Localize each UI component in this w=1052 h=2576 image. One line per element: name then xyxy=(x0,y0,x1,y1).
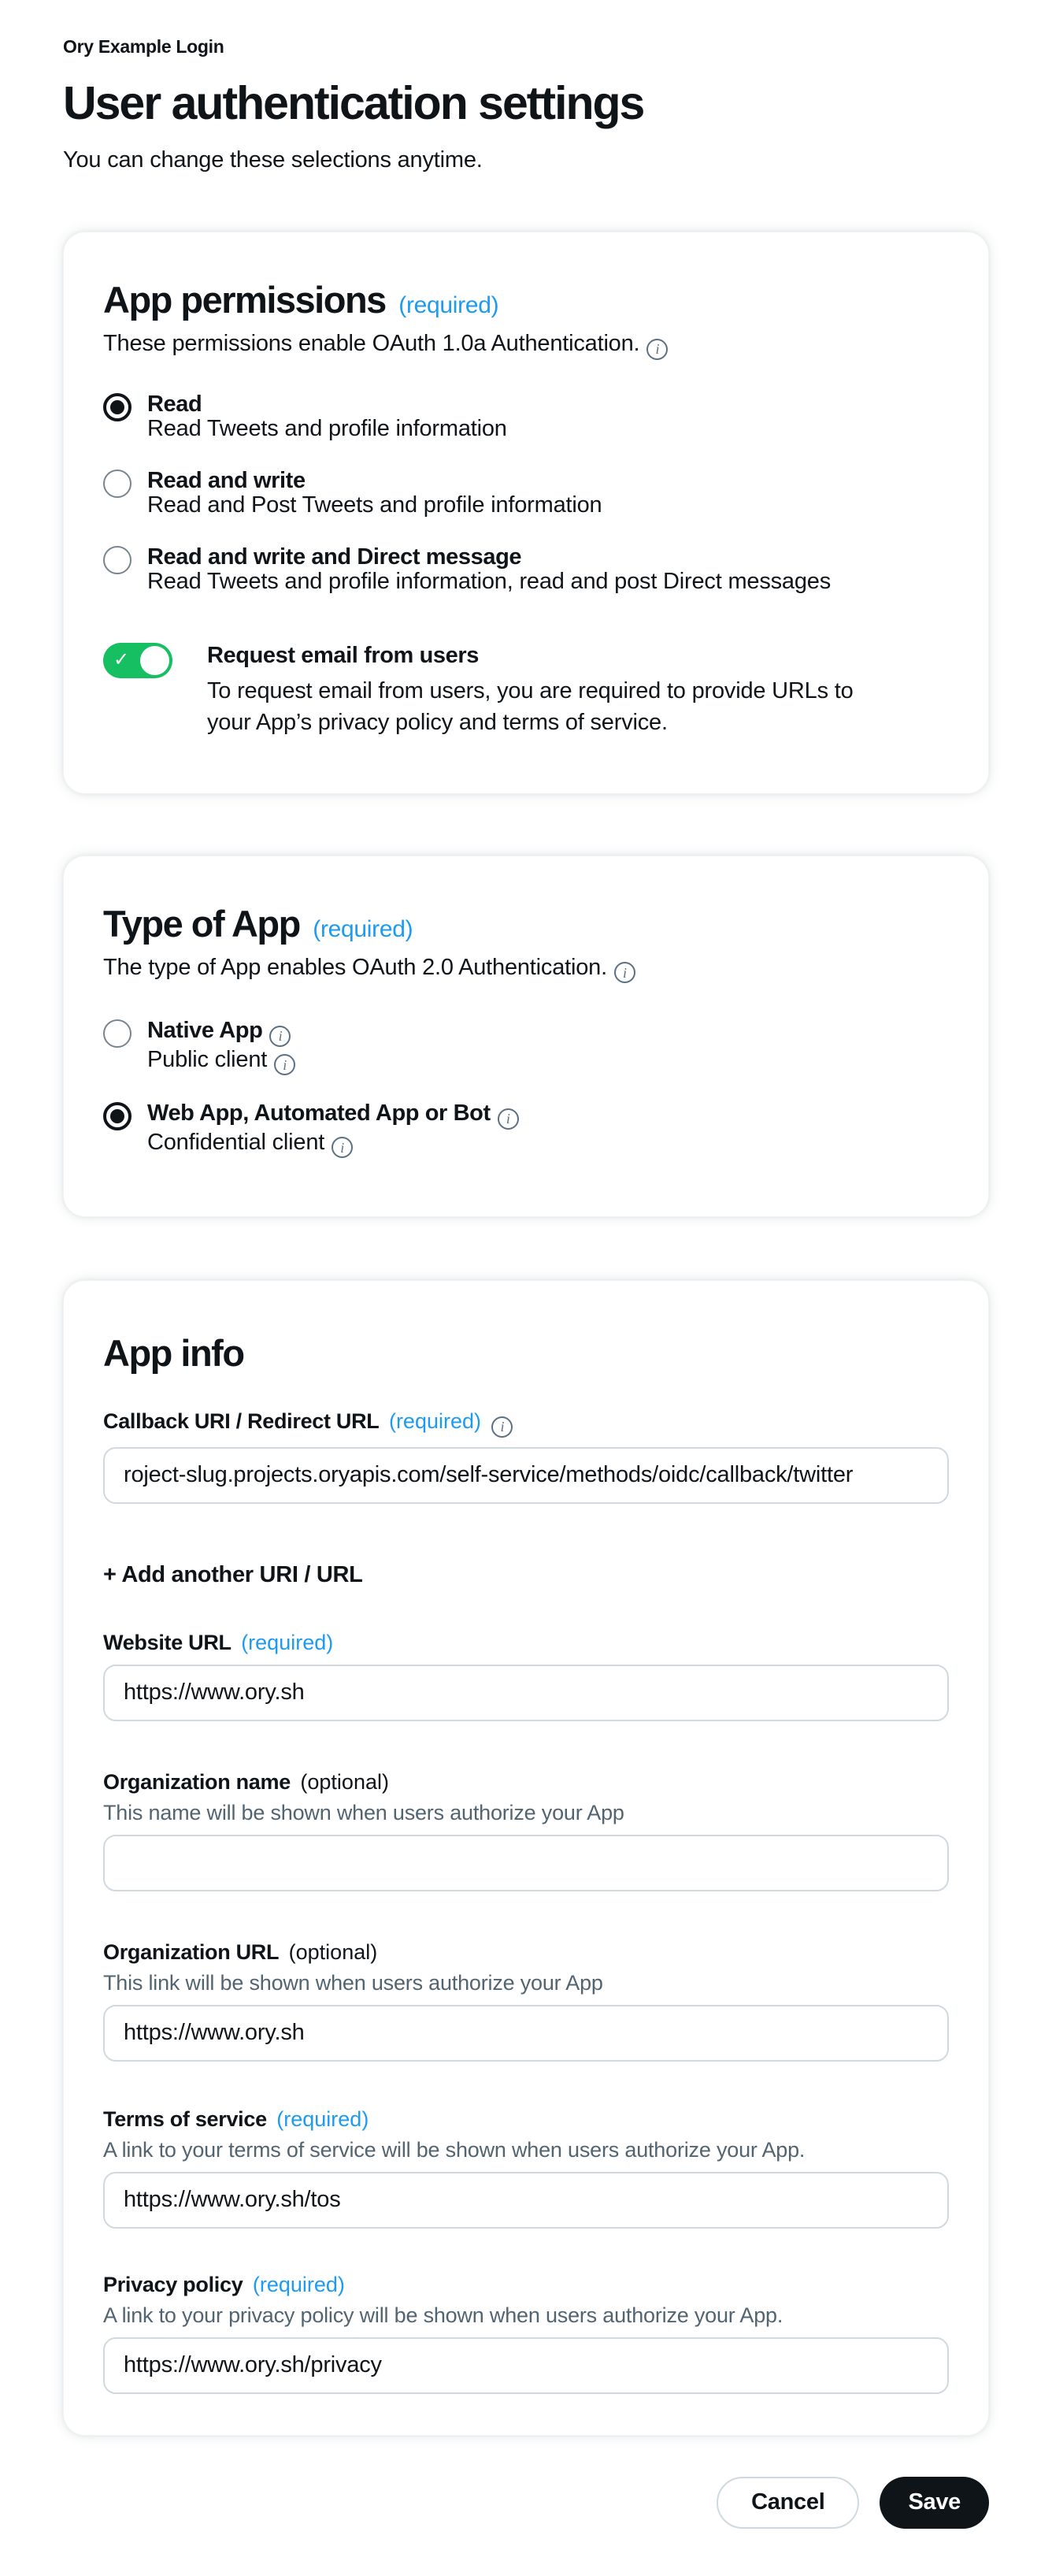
app-permissions-description xyxy=(103,331,949,360)
app-permissions-card xyxy=(63,232,989,794)
terms-of-service-label: Terms of service xyxy=(103,2106,267,2131)
permission-option-read-write-dm[interactable] xyxy=(103,546,949,594)
privacy-policy-helper: A link to your privacy policy will be shown when users authorize your App. xyxy=(103,2303,783,2327)
callback-url-label-row xyxy=(103,1409,949,1438)
type-option-web-app[interactable] xyxy=(103,1102,949,1158)
permission-option-label: Read and write and Direct message xyxy=(147,544,522,570)
organization-url-input[interactable] xyxy=(103,2005,949,2062)
permission-option-label: Read xyxy=(147,391,202,417)
organization-name-label-row xyxy=(103,1770,949,1795)
website-url-required-label: (required) xyxy=(241,1630,334,1654)
permission-option-text xyxy=(147,393,507,441)
app-title: Ory Example Login xyxy=(63,36,224,57)
organization-url-optional-label: (optional) xyxy=(288,1939,378,1964)
radio-dot xyxy=(110,1026,124,1041)
request-email-toggle[interactable] xyxy=(103,643,172,678)
type-option-label xyxy=(147,1019,295,1047)
type-of-app-description-text: The type of App enables OAuth 2.0 Authentication. xyxy=(103,954,607,980)
organization-url-label: Organization URL xyxy=(103,1939,280,1964)
type-radio-group xyxy=(103,1019,949,1158)
type-option-text xyxy=(147,1019,295,1075)
permission-option-description: Read Tweets and profile information xyxy=(147,416,507,442)
callback-url-label: Callback URI / Redirect URL xyxy=(103,1409,380,1434)
permission-option-read[interactable] xyxy=(103,393,949,441)
callback-url-input[interactable] xyxy=(103,1447,949,1504)
website-url-label-row xyxy=(103,1631,949,1655)
terms-of-service-field xyxy=(103,2107,949,2229)
type-of-app-heading xyxy=(103,902,949,945)
radio-dot xyxy=(110,1109,124,1123)
permission-option-text xyxy=(147,546,831,594)
info-icon[interactable] xyxy=(491,1416,513,1438)
cancel-button[interactable]: Cancel xyxy=(717,2477,859,2529)
permission-option-label: Read and write xyxy=(147,467,306,493)
terms-of-service-required-label: (required) xyxy=(276,2106,369,2131)
type-option-description-text: Confidential client xyxy=(147,1129,325,1155)
app-permissions-description-text: These permissions enable OAuth 1.0a Authentication. xyxy=(103,331,640,356)
info-icon-letter: i xyxy=(278,1028,283,1045)
permissions-radio-group xyxy=(103,393,949,594)
info-icon[interactable] xyxy=(498,1108,519,1130)
request-email-text xyxy=(207,643,884,738)
info-icon-letter: i xyxy=(340,1139,345,1156)
terms-of-service-input[interactable] xyxy=(103,2172,949,2229)
type-option-label-text: Native App xyxy=(147,1018,263,1044)
organization-name-field xyxy=(103,1770,949,1891)
terms-of-service-helper: A link to your terms of service will be shown when users authorize your App. xyxy=(103,2137,806,2162)
radio-dot xyxy=(110,553,124,567)
toggle-thumb[interactable] xyxy=(140,646,169,675)
privacy-policy-label-row xyxy=(103,2273,949,2297)
type-option-description xyxy=(147,1130,519,1159)
app-info-title: App info xyxy=(103,1332,244,1375)
organization-name-input[interactable] xyxy=(103,1835,949,1891)
page-subtitle: You can change these selections anytime. xyxy=(63,147,483,173)
organization-url-label-row xyxy=(103,1940,949,1965)
page-title: User authentication settings xyxy=(63,77,644,129)
info-icon[interactable] xyxy=(274,1054,295,1075)
footer-actions xyxy=(63,2477,989,2529)
type-option-native-app[interactable] xyxy=(103,1019,949,1075)
info-icon-letter: i xyxy=(623,964,627,981)
organization-url-field xyxy=(103,1940,949,2062)
app-permissions-heading xyxy=(103,278,949,321)
callback-url-required-label: (required) xyxy=(388,1409,481,1434)
type-of-app-title: Type of App xyxy=(103,902,300,945)
app-permissions-title: App permissions xyxy=(103,279,386,321)
app-info-card xyxy=(63,1280,989,2436)
add-another-uri-link[interactable]: + Add another URI / URL xyxy=(103,1561,363,1587)
radio-unselected-icon[interactable] xyxy=(103,470,132,498)
info-icon[interactable] xyxy=(269,1026,291,1047)
info-icon-letter: i xyxy=(500,1419,505,1435)
radio-selected-icon[interactable] xyxy=(103,393,132,421)
type-option-description xyxy=(147,1048,295,1076)
website-url-input[interactable] xyxy=(103,1665,949,1721)
organization-name-helper: This name will be shown when users authorize your App xyxy=(103,1800,624,1824)
organization-name-label: Organization name xyxy=(103,1769,291,1794)
privacy-policy-input[interactable] xyxy=(103,2337,949,2394)
type-of-app-required-label: (required) xyxy=(313,915,413,942)
app-permissions-required-label: (required) xyxy=(398,292,499,318)
permission-option-description: Read Tweets and profile information, read and post Direct messages xyxy=(147,569,832,595)
info-icon[interactable] xyxy=(646,339,668,360)
privacy-policy-label: Privacy policy xyxy=(103,2272,243,2296)
radio-dot xyxy=(110,477,124,491)
info-icon-letter: i xyxy=(506,1111,510,1127)
check-icon: ✓ xyxy=(113,648,130,670)
callback-url-field xyxy=(103,1409,949,1504)
permission-option-text xyxy=(147,467,602,518)
radio-dot xyxy=(110,400,124,414)
request-email-description: To request email from users, you are required to provide URLs to your App’s privacy policy and terms of service. xyxy=(207,677,854,735)
type-option-description-text: Public client xyxy=(147,1046,268,1072)
request-email-row xyxy=(103,643,949,738)
terms-of-service-label-row xyxy=(103,2107,949,2132)
radio-unselected-icon[interactable] xyxy=(103,546,132,574)
website-url-label: Website URL xyxy=(103,1630,232,1654)
permission-option-description: Read and Post Tweets and profile information xyxy=(147,492,602,518)
radio-selected-icon[interactable] xyxy=(103,1102,132,1130)
type-option-label xyxy=(147,1102,519,1130)
type-of-app-card xyxy=(63,856,989,1218)
radio-unselected-icon[interactable] xyxy=(103,1019,132,1048)
info-icon[interactable] xyxy=(614,962,635,983)
organization-url-helper: This link will be shown when users authorize your App xyxy=(103,1970,603,1995)
type-of-app-description xyxy=(103,955,949,984)
permission-option-read-write[interactable] xyxy=(103,467,949,518)
privacy-policy-field xyxy=(103,2273,949,2394)
request-email-label: Request email from users xyxy=(207,642,479,668)
privacy-policy-required-label: (required) xyxy=(252,2272,345,2296)
info-icon[interactable] xyxy=(332,1137,353,1158)
info-icon-letter: i xyxy=(655,341,660,357)
organization-name-optional-label: (optional) xyxy=(300,1769,389,1794)
website-url-field xyxy=(103,1631,949,1721)
type-option-label-text: Web App, Automated App or Bot xyxy=(147,1101,491,1127)
save-button[interactable]: Save xyxy=(880,2477,989,2529)
type-option-text xyxy=(147,1102,519,1158)
info-icon-letter: i xyxy=(283,1056,287,1073)
